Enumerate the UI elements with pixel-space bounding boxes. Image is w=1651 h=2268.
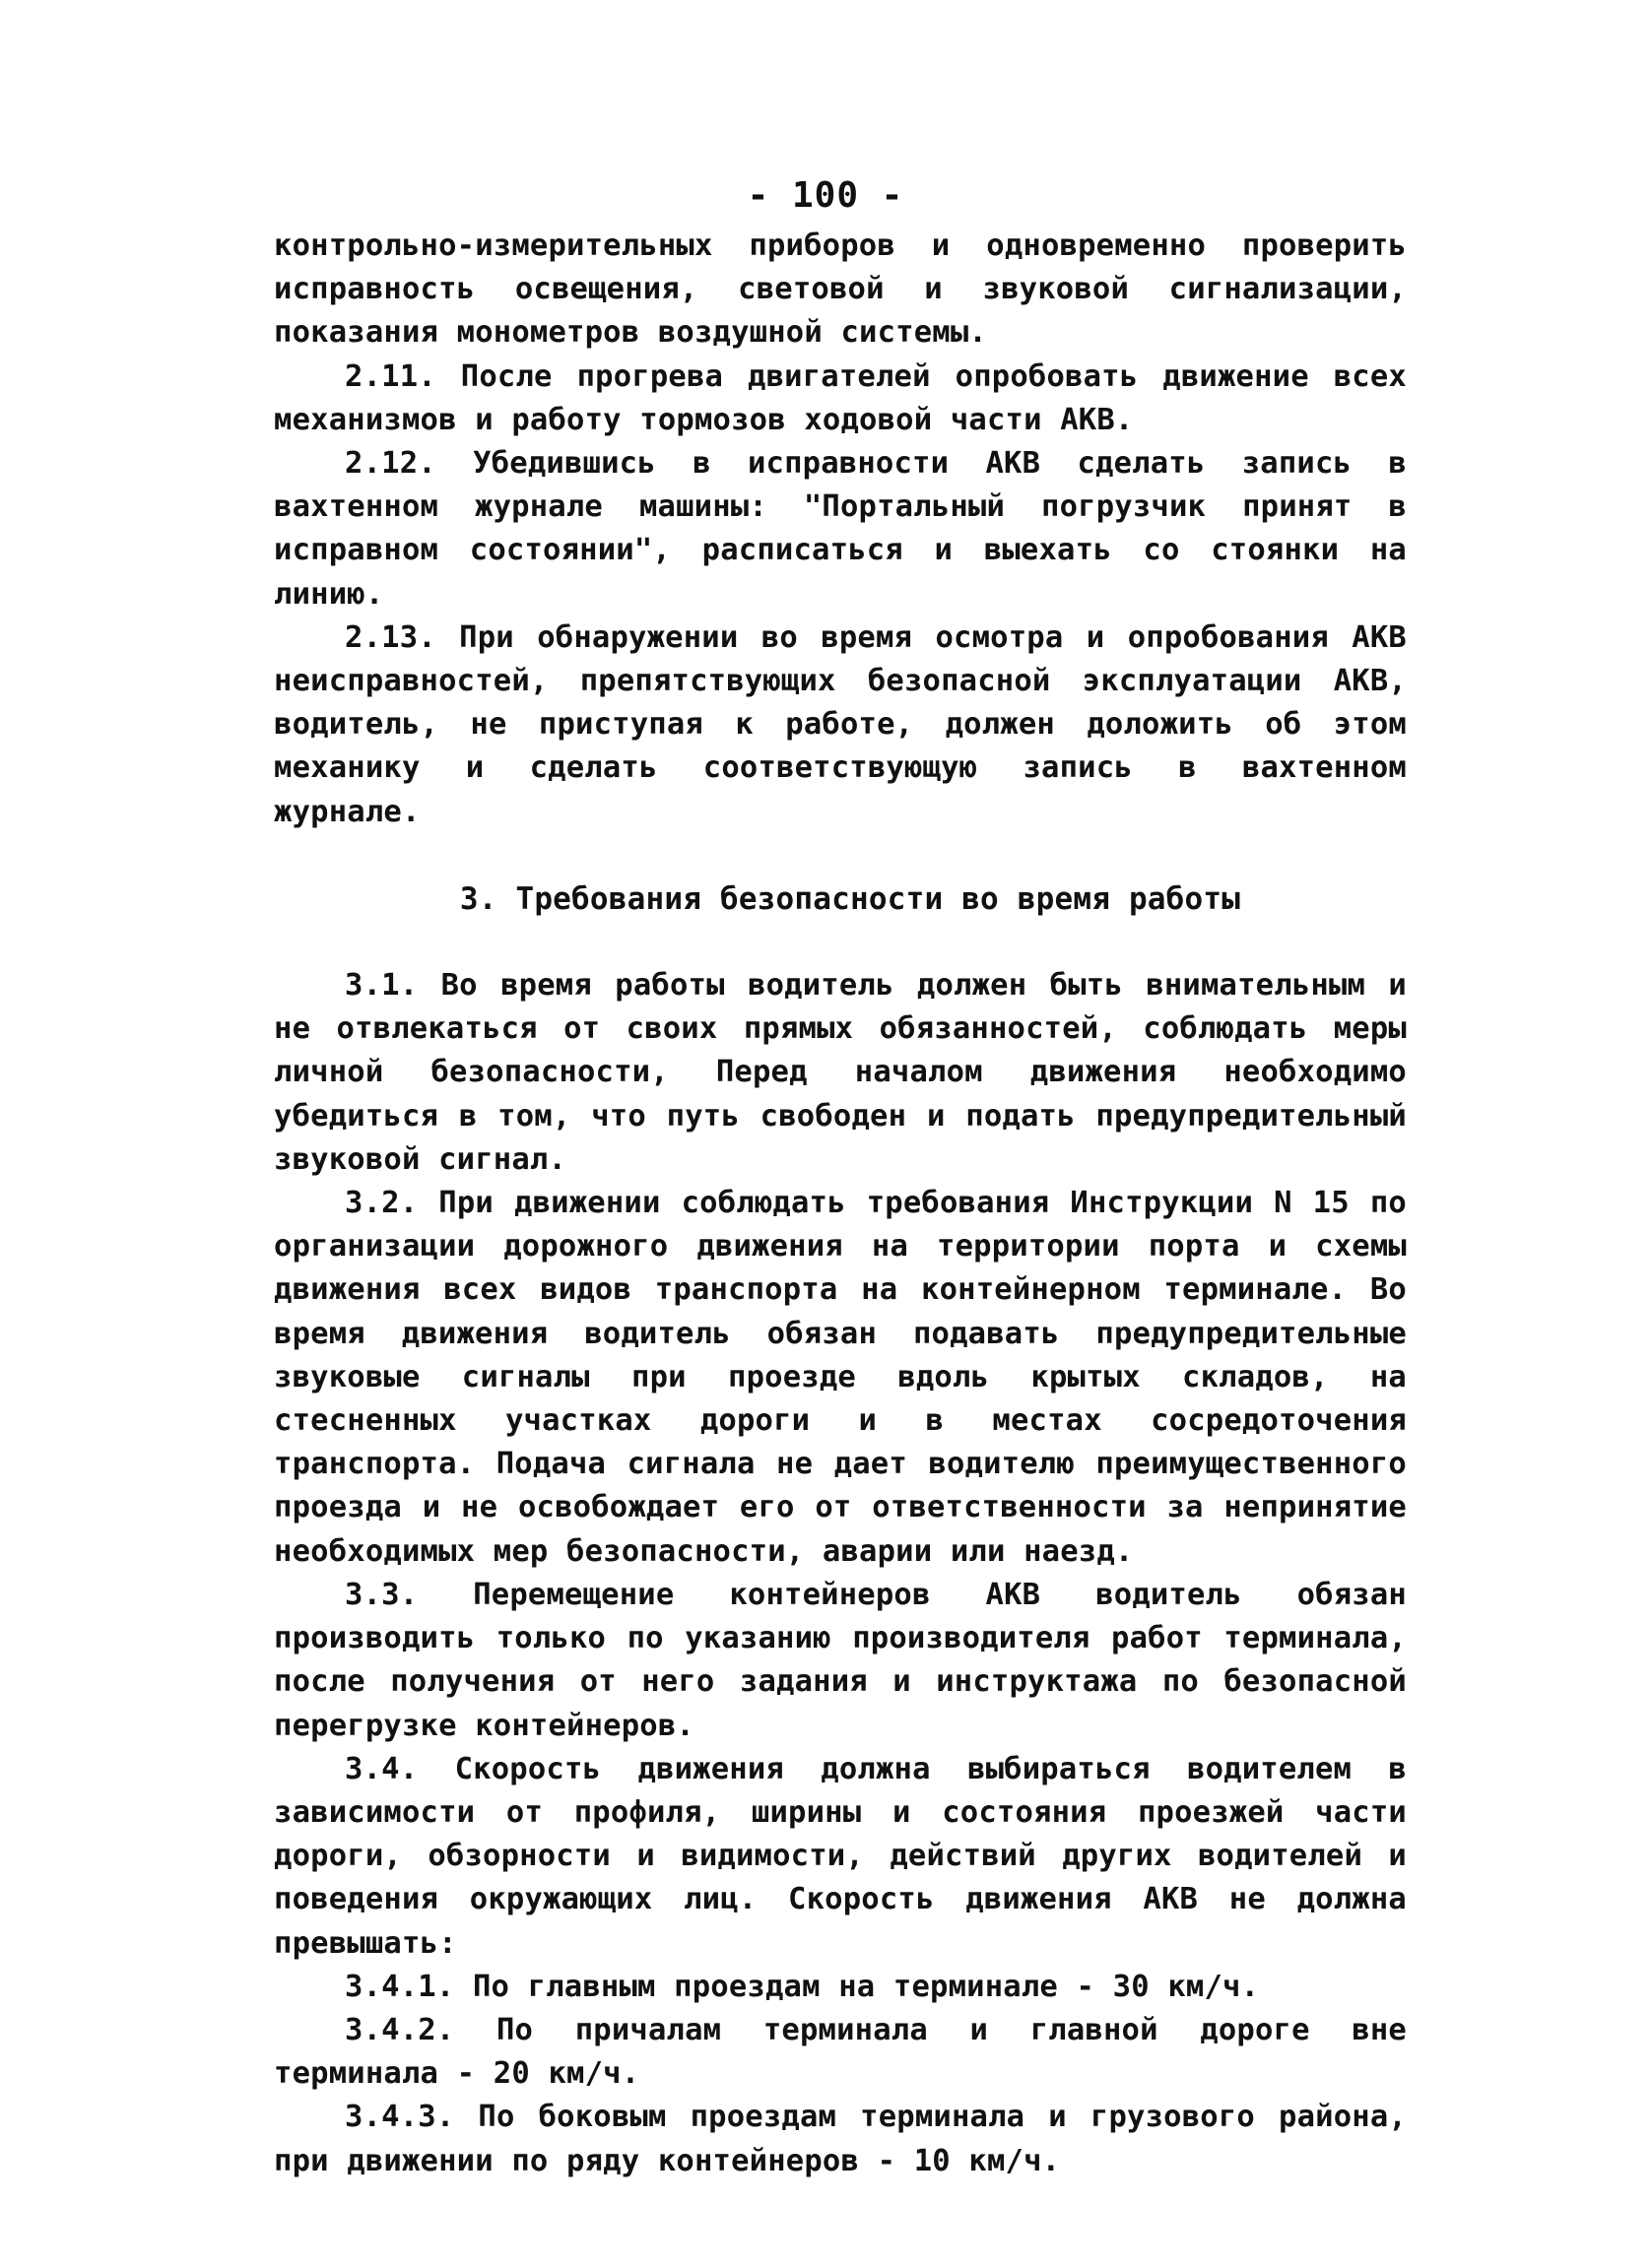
paragraph-continuation: контрольно-измерительных приборов и одновременно проверить исправность освещения, световой и звуковой сигнализации, показания монометров воздушной системы. — [274, 228, 1407, 351]
paragraph-3-3: 3.3. Перемещение контейнеров АКВ водитель обязан производить только по указанию производителя работ терминала, после получения от него задания и инструктажа по безопасной перегрузке контейнеров. — [274, 1577, 1407, 1743]
section-3-title: 3. Требования безопасности во время работы — [459, 880, 1241, 917]
paragraph-3-4-2: 3.4.2. По причалам терминала и главной дороге вне терминала - 20 км/ч. — [274, 2012, 1407, 2092]
page-number: - 100 - — [747, 175, 904, 216]
paragraph-2-12: 2.12. Убедившись в исправности АКВ сделать запись в вахтенном журнале машины: "Портальный погрузчик принят в исправном состоянии", расписаться и выехать со стоянки на линию. — [274, 446, 1407, 612]
paragraph-2-13: 2.13. При обнаружении во время осмотра и опробования АКВ неисправностей, препятствующих безопасной эксплуатации АКВ, водитель, не приступая к работе, должен доложить об этом механику и сделать соответствующую запись в вахтенном журнале. — [274, 619, 1407, 829]
paragraph-3-4-1: 3.4.1. По главным проездам на терминале - 30 км/ч. — [345, 1969, 1260, 2004]
paragraph-3-1: 3.1. Во время работы водитель должен быть внимательным и не отвлекаться от своих прямых обязанностей, соблюдать меры личной безопасности, Перед началом движения необходимо убедиться в том, что путь свободен и подать предупредительный звуковой сигнал. — [274, 968, 1407, 1177]
paragraph-3-4-3: 3.4.3. По боковым проездам терминала и грузового района, при движении по ряду контейнеров - 10 км/ч. — [274, 2100, 1407, 2178]
document-body — [274, 225, 1407, 2183]
paragraph-2-11: 2.11. После прогрева двигателей опробовать движение всех механизмов и работу тормозов ходовой части АКВ. — [274, 358, 1407, 437]
paragraph-3-2: 3.2. При движении соблюдать требования Инструкции N 15 по организации дорожного движения на территории порта и схемы движения всех видов транспорта на контейнерном терминале. Во время движения водитель обязан подавать предупредительные звуковые сигналы при проезде вдоль крытых складов, на стесненных участках дороги и в местах сосредоточения транспорта. Подача сигнала не дает водителю преимущественного проезда и не освобождает его от ответственности за непринятие необходимых мер безопасности, аварии или наезд. — [274, 1186, 1407, 1569]
paragraph-3-4: 3.4. Скорость движения должна выбираться водителем в зависимости от профиля, ширины и состояния проезжей части дороги, обзорности и видимости, действий других водителей и поведения окружающих лиц. Скорость движения АКВ не должна превышать: — [274, 1751, 1407, 1961]
